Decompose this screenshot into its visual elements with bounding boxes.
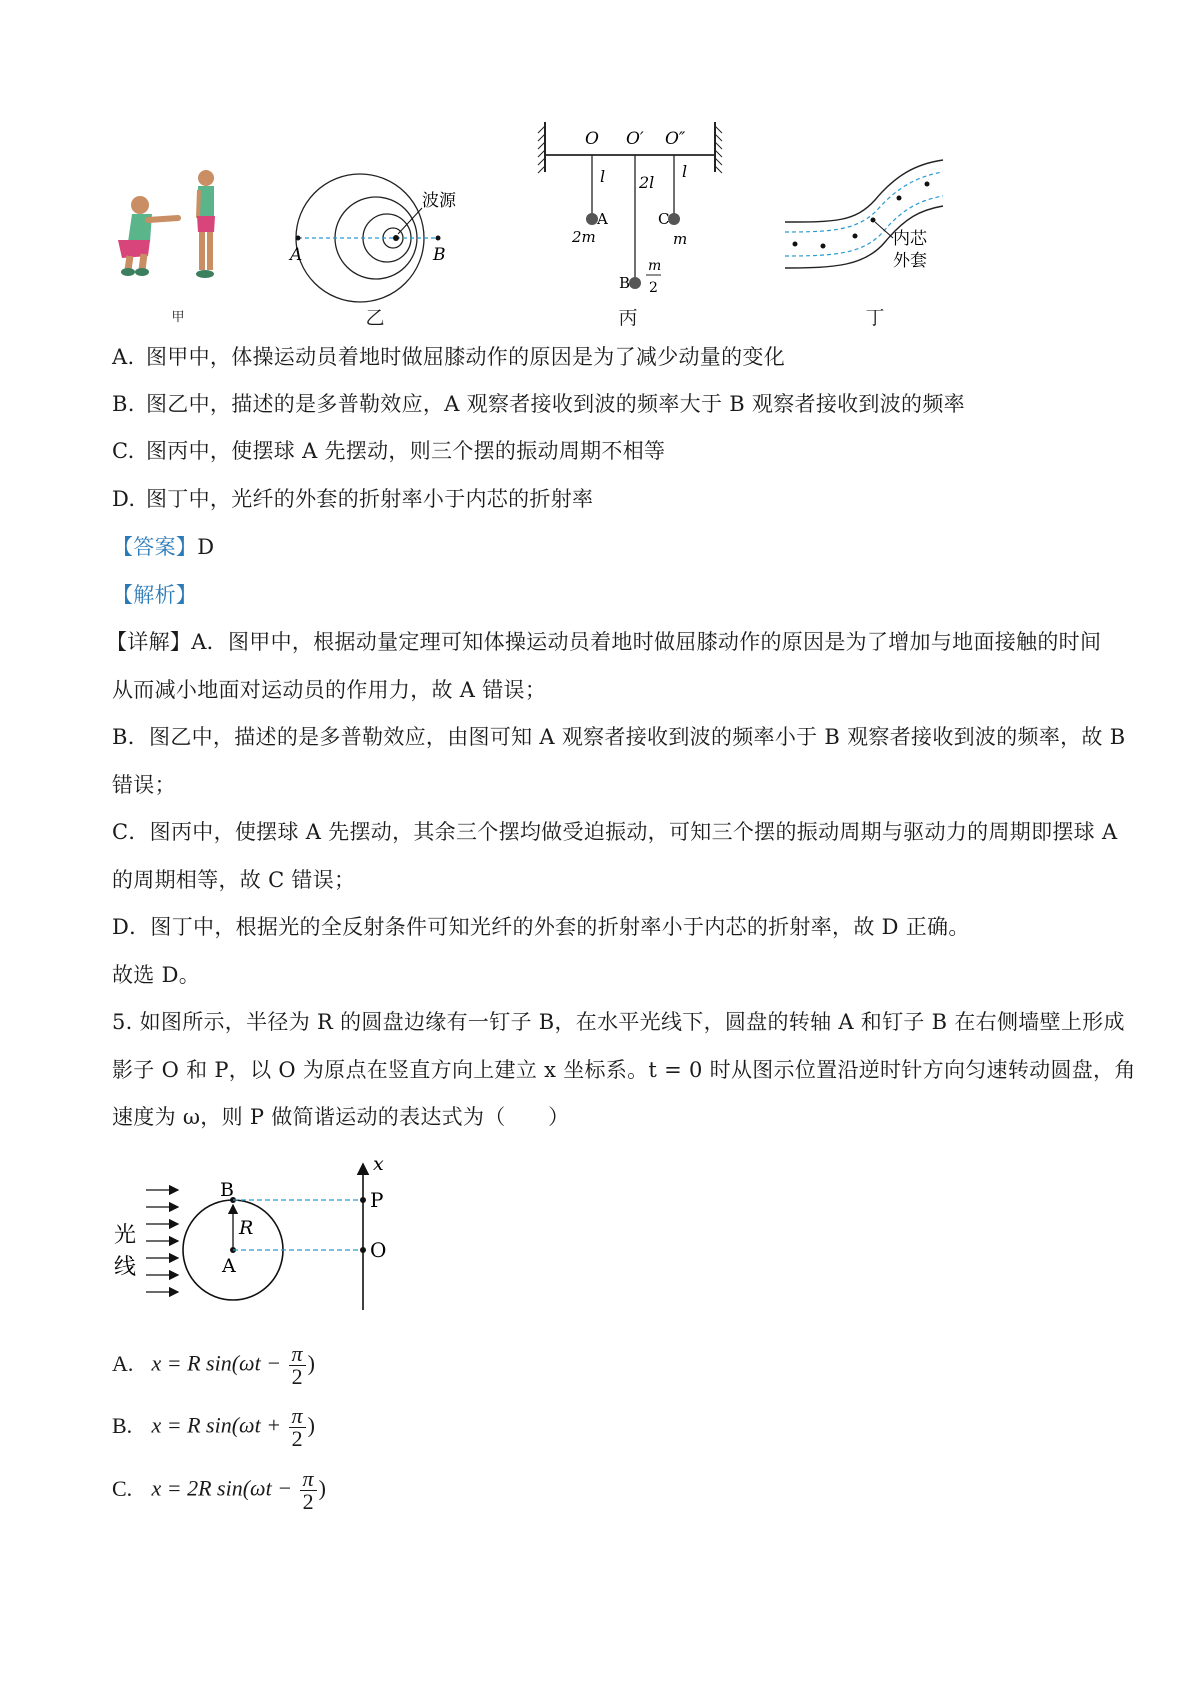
detail-line-8: 故选 D。	[112, 963, 201, 987]
ball-a-label: A	[597, 210, 608, 228]
caption-yi: 乙	[365, 307, 385, 329]
pivot-o2-label: O″	[665, 129, 686, 149]
answer-value: D	[197, 535, 215, 559]
core-label: 内芯	[893, 229, 927, 249]
ball-b-label: B	[619, 274, 631, 292]
mass-b-num: m	[648, 258, 662, 274]
observer-b-label: B	[433, 245, 446, 265]
wave-source-dot	[393, 235, 399, 241]
shadow-o	[360, 1247, 366, 1253]
figure-bing	[535, 122, 725, 302]
light-label-top: 光	[114, 1223, 137, 1248]
figure-jia	[108, 170, 238, 305]
analysis-tag: 【解析】	[112, 583, 198, 607]
nail-b-label: B	[220, 1179, 234, 1201]
q5-option-a: A. x = R sin(ωt − $\frac{\pi}{2}$ )	[112, 1341, 315, 1389]
answer-tag: 【答案】	[112, 535, 198, 559]
q4-option-c: C. 图丙中，使摆球 A 先摆动，则三个摆的振动周期不相等	[112, 439, 666, 463]
shadow-p-label: P	[370, 1188, 384, 1212]
figure-q5	[108, 1150, 408, 1310]
q5-line-1: 5. 如图所示，半径为 R 的圆盘边缘有一钉子 B，在水平光线下，圆盘的转轴 A 和钉子 B 在右侧墙壁上形成	[112, 1010, 1125, 1034]
pivot-o-label: O	[585, 129, 599, 149]
mass-b-den: 2	[649, 280, 658, 296]
wave-source-label: 波源	[422, 191, 456, 211]
q4-option-d: D. 图丁中，光纤的外套的折射率小于内芯的折射率	[112, 487, 594, 511]
q5-option-b: B. x = R sin(ωt + $\frac{\pi}{2}$ )	[112, 1403, 315, 1451]
ball-c	[668, 213, 680, 225]
x-axis-label: x	[373, 1153, 384, 1175]
detail-line-4: 错误；	[112, 773, 176, 797]
mass-a-label: 2m	[572, 228, 596, 246]
figure-ding	[775, 150, 950, 285]
squatting-athlete	[118, 196, 178, 276]
length-left-label: l	[600, 167, 606, 186]
caption-bing: 丙	[618, 307, 638, 329]
shadow-o-label: O	[370, 1238, 387, 1262]
standing-athlete	[196, 170, 215, 278]
q5-line-3: 速度为 ω，则 P 做简谐运动的表达式为（ ）	[112, 1105, 570, 1129]
observer-a-dot	[296, 236, 301, 241]
shadow-p	[360, 1197, 366, 1203]
length-right-label: l	[682, 162, 688, 181]
q5-line-2: 影子 O 和 P，以 O 为原点在竖直方向上建立 x 坐标系。t = 0 时从图示位置沿逆时针方向匀速转动圆盘，角	[112, 1058, 1136, 1082]
radius-label: R	[239, 1217, 254, 1239]
light-label-bottom: 线	[114, 1255, 137, 1280]
length-mid-label: 2l	[639, 173, 655, 192]
caption-jia: 甲	[171, 310, 185, 325]
detail-line-5: C．图丙中，使摆球 A 先摆动，其余三个摆均做受迫振动，可知三个摆的振动周期与驱动力的周期即摆球 A	[112, 820, 1118, 844]
figure-yi	[280, 168, 490, 308]
axis-a-label: A	[222, 1255, 236, 1277]
detail-line-7: D．图丁中，根据光的全反射条件可知光纤的外套的折射率小于内芯的折射率，故 D 正确。	[112, 915, 970, 939]
detail-line-6: 的周期相等，故 C 错误；	[112, 868, 356, 892]
cladding-label: 外套	[893, 251, 927, 271]
detail-line-1: 【详解】A．图甲中，根据动量定理可知体操运动员着地时做屈膝动作的原因是为了增加与地面接触的时间	[106, 630, 1102, 654]
detail-line-3: B．图乙中，描述的是多普勒效应，由图可知 A 观察者接收到波的频率小于 B 观察者接收到波的频率，故 B	[112, 725, 1126, 749]
q4-option-b: B. 图乙中，描述的是多普勒效应，A 观察者接收到波的频率大于 B 观察者接收到波的频率	[112, 392, 965, 416]
mass-c-label: m	[673, 230, 688, 248]
ball-b	[629, 277, 641, 289]
q5-option-c: C. x = 2R sin(ωt − $\frac{\pi}{2}$ )	[112, 1466, 326, 1514]
observer-b-dot	[436, 236, 441, 241]
ball-c-label: C	[658, 210, 670, 228]
observer-a-label: A	[290, 245, 303, 265]
pivot-o1-label: O′	[626, 129, 644, 149]
answer-line	[112, 532, 214, 562]
detail-line-2: 从而减小地面对运动员的作用力，故 A 错误；	[112, 678, 547, 702]
q4-option-a: A. 图甲中，体操运动员着地时做屈膝动作的原因是为了减少动量的变化	[112, 345, 785, 369]
caption-ding: 丁	[865, 307, 885, 329]
